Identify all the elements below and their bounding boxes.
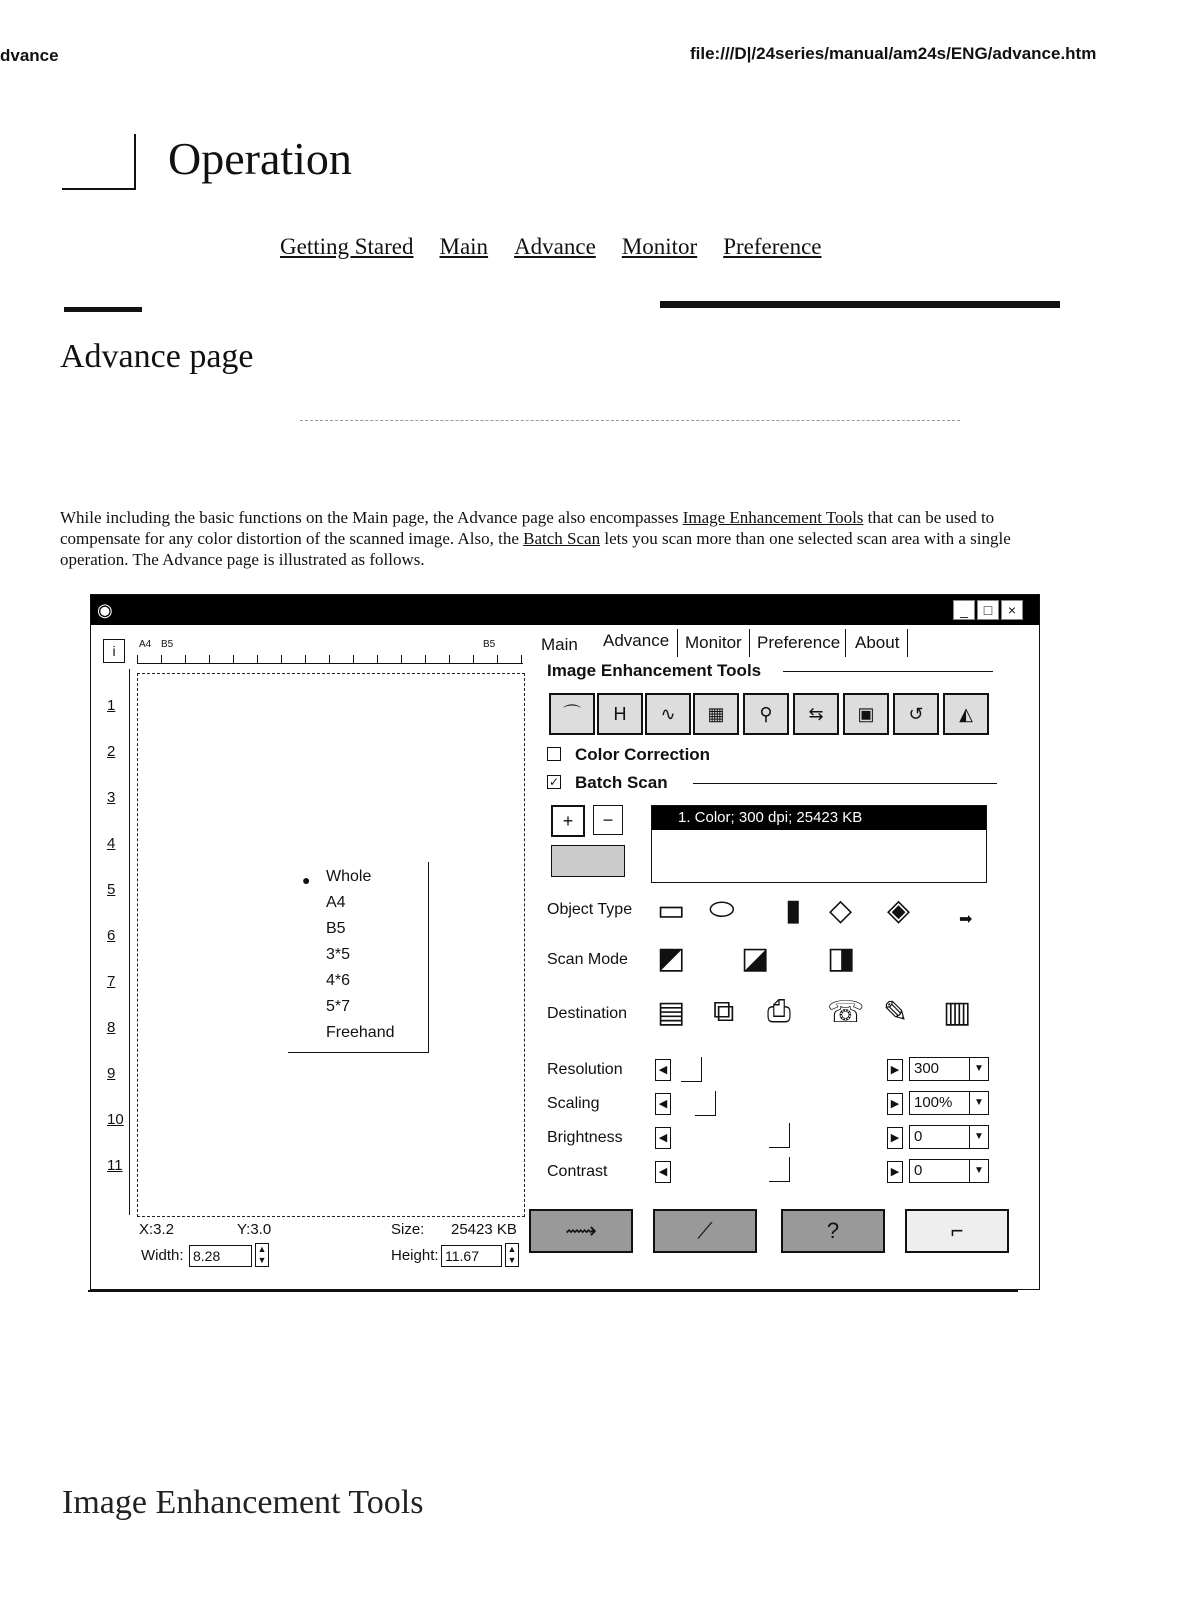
tab-preference[interactable]: Preference (757, 633, 841, 652)
contrast-label: Contrast (547, 1163, 608, 1180)
brightness-right-arrow-icon[interactable]: ▶ (887, 1127, 903, 1149)
minimize-button[interactable]: _ (953, 600, 975, 620)
contrast-select[interactable] (909, 1159, 989, 1183)
menu-item-freehand[interactable]: Freehand (326, 1024, 395, 1041)
contrast-right-arrow-icon[interactable]: ▶ (887, 1161, 903, 1183)
top-nav (280, 234, 848, 260)
link-image-enhancement-tools[interactable]: Image Enhancement Tools (682, 508, 864, 527)
ruler-number: 5 (107, 881, 116, 898)
close-button[interactable]: × (1001, 600, 1023, 620)
window-bottom-rule (88, 1290, 1018, 1292)
scaling-left-arrow-icon[interactable]: ◀ (655, 1093, 671, 1115)
width-spinner[interactable]: ▲ ▼ (255, 1243, 269, 1267)
scaling-value: 100% (914, 1094, 953, 1111)
scaling-label: Scaling (547, 1095, 600, 1112)
title-bar (91, 595, 1039, 625)
rotate-tool-icon[interactable]: ⇆ (793, 693, 839, 735)
top-ruler-ticks (137, 655, 523, 663)
contrast-left-arrow-icon[interactable]: ◀ (655, 1161, 671, 1183)
ruler-number: 11 (107, 1157, 123, 1174)
tab-separator (907, 629, 908, 657)
resolution-select[interactable] (909, 1057, 989, 1081)
image-enhancement-heading: Image Enhancement Tools (62, 1484, 424, 1521)
image-enhancement-title: Image Enhancement Tools (547, 661, 762, 680)
printer-destination-icon[interactable]: ⎙ (767, 995, 791, 1028)
size-label: Size: (391, 1221, 425, 1238)
ruler-label-a4: A4 (139, 639, 152, 650)
scaling-select[interactable] (909, 1091, 989, 1115)
ruler-number: 10 (107, 1111, 124, 1128)
nav-link-preference[interactable]: Preference (723, 234, 822, 259)
hsv-tool-icon[interactable]: H (597, 693, 643, 735)
color-correction-checkbox[interactable] (547, 747, 561, 761)
info-button[interactable]: i (103, 639, 125, 663)
ruler-label-b5-right: B5 (483, 639, 496, 650)
header-left-text: dvance (0, 46, 59, 65)
intro-text-1: While including the basic functions on the Main page, the Advance page also encompasses (60, 508, 683, 527)
intro-text-2: that can be used to compensate for any color distortion of the scanned image. Also, the (60, 508, 995, 548)
contrast-slider-thumb[interactable] (769, 1157, 790, 1182)
ruler-number: 4 (107, 835, 116, 852)
color-correction-label: Color Correction (575, 745, 711, 764)
batch-list-item[interactable]: 1. Color; 300 dpi; 25423 KB (652, 806, 986, 830)
x-coordinate: X:3.2 (139, 1221, 175, 1238)
chevron-down-icon[interactable]: ▼ (969, 1126, 988, 1148)
preview-button[interactable]: ⟋ (653, 1209, 757, 1253)
tab-separator (749, 629, 750, 657)
ruler-number: 6 (107, 927, 116, 944)
y-coordinate: Y:3.0 (237, 1221, 272, 1238)
app-icon: ◉ (97, 600, 113, 620)
help-button[interactable]: ? (781, 1209, 885, 1253)
height-spinner[interactable]: ▲ ▼ (505, 1243, 519, 1267)
scan-button[interactable]: ⟿ (529, 1209, 633, 1253)
scaling-slider-thumb[interactable] (695, 1091, 716, 1116)
brightness-slider-thumb[interactable] (769, 1123, 790, 1148)
resolution-right-arrow-icon[interactable]: ▶ (887, 1059, 903, 1081)
mirror-tool-icon[interactable]: ◭ (943, 693, 989, 735)
photo-object-icon[interactable]: ▭ (657, 894, 686, 927)
contrast-value: 0 (914, 1162, 923, 1179)
card-object-icon[interactable]: ◈ (887, 894, 911, 927)
left-ruler (105, 669, 130, 1215)
batch-scan-checkbox[interactable]: ✓ (548, 775, 560, 789)
tab-main[interactable]: Main (541, 635, 578, 654)
nav-link-main[interactable]: Main (439, 234, 489, 259)
brightness-select[interactable] (909, 1125, 989, 1149)
width-field[interactable]: 8.28 (189, 1245, 252, 1267)
intro-text-3: lets you scan more than one selected scan area with a single operation. The Advance page is illustrated as follows. (60, 529, 1011, 569)
page-heading: Advance page (60, 338, 254, 375)
tab-monitor[interactable]: Monitor (685, 633, 742, 652)
height-label: Height: (391, 1247, 439, 1264)
ruler-number: 3 (107, 789, 116, 806)
section-title: Operation (168, 133, 352, 184)
ruler-number: 8 (107, 1019, 116, 1036)
link-batch-scan[interactable]: Batch Scan (523, 529, 601, 548)
bw-mode-icon[interactable]: ◨ (827, 942, 856, 975)
scaling-right-arrow-icon[interactable]: ▶ (887, 1093, 903, 1115)
scan-size-menu (288, 862, 429, 1053)
menu-item-whole[interactable]: Whole (326, 868, 372, 885)
section-bracket (62, 134, 136, 190)
preview-area[interactable] (137, 673, 525, 1217)
menu-item-a4[interactable]: A4 (326, 894, 346, 911)
tab-advance[interactable]: Advance (603, 631, 670, 650)
ocr-destination-icon[interactable]: ✎ (883, 996, 909, 1029)
book-object-icon[interactable]: ◇ (829, 894, 853, 927)
resolution-label: Resolution (547, 1061, 623, 1078)
color-mode-icon[interactable]: ◩ (657, 942, 686, 975)
nav-link-getting-started[interactable]: Getting Stared (280, 234, 414, 259)
tab-separator (845, 629, 846, 657)
exit-button[interactable]: ⌐ (905, 1209, 1009, 1253)
menu-item-b5[interactable]: B5 (326, 920, 346, 937)
brightness-value: 0 (914, 1128, 923, 1145)
more-arrow-icon[interactable]: ➡ (959, 911, 973, 928)
heading-divider (300, 420, 960, 421)
save-tool-icon[interactable]: ▣ (843, 693, 889, 735)
film-object-icon[interactable]: ⬭ (709, 893, 735, 926)
file-destination-icon[interactable]: ▥ (943, 996, 972, 1029)
chevron-down-icon[interactable]: ▼ (969, 1058, 988, 1080)
copy-destination-icon[interactable]: ⧉ (713, 995, 735, 1028)
monitor-destination-icon[interactable]: ▤ (657, 996, 686, 1029)
batch-action-button[interactable] (551, 845, 625, 877)
gray-mode-icon[interactable]: ◪ (741, 942, 770, 975)
ruler-label-b5: B5 (161, 639, 174, 650)
fax-destination-icon[interactable]: ☏ (827, 996, 865, 1029)
scanner-window (90, 594, 1040, 1290)
brightness-label: Brightness (547, 1129, 623, 1146)
object-type-label: Object Type (547, 901, 633, 918)
scan-mode-label: Scan Mode (547, 951, 628, 968)
remove-scan-button[interactable]: − (593, 805, 623, 835)
header-url: file:///D|/24series/manual/am24s/ENG/advance.htm (690, 44, 1097, 63)
resolution-slider-thumb[interactable] (681, 1057, 702, 1082)
ruler-number: 7 (107, 973, 116, 990)
destination-label: Destination (547, 1005, 628, 1022)
batch-scan-label: Batch Scan (575, 773, 668, 792)
zoom-tool-icon[interactable]: ⚲ (743, 693, 789, 735)
menu-item-4x6[interactable]: 4*6 (326, 972, 351, 989)
maximize-button[interactable]: □ (977, 600, 999, 620)
slide-object-icon[interactable]: ▮ (785, 894, 802, 927)
curve-tool-icon[interactable]: ⌒ (549, 693, 595, 735)
top-ruler (137, 639, 523, 664)
brightness-left-arrow-icon[interactable]: ◀ (655, 1127, 671, 1149)
menu-item-5x7[interactable]: 5*7 (326, 998, 351, 1015)
width-label: Width: (141, 1247, 184, 1264)
ruler-number: 2 (107, 743, 116, 760)
tab-about[interactable]: About (855, 633, 900, 652)
selected-bullet-icon: ● (302, 872, 311, 888)
reset-tool-icon[interactable]: ↺ (893, 693, 939, 735)
resolution-left-arrow-icon[interactable]: ◀ (655, 1059, 671, 1081)
divider-left (64, 307, 142, 312)
chevron-down-icon[interactable]: ▼ (969, 1092, 988, 1114)
group-rule (783, 671, 993, 672)
nav-link-monitor[interactable]: Monitor (621, 234, 698, 259)
group-rule (693, 783, 997, 784)
menu-item-3x5[interactable]: 3*5 (326, 946, 351, 963)
color-balance-tool-icon[interactable]: ▦ (693, 693, 739, 735)
height-field[interactable]: 11.67 (441, 1245, 502, 1267)
intro-paragraph (60, 507, 1060, 570)
ruler-number: 9 (107, 1065, 116, 1082)
chevron-down-icon[interactable]: ▼ (969, 1160, 988, 1182)
tab-separator (677, 629, 678, 657)
histogram-tool-icon[interactable]: ∿ (645, 693, 691, 735)
resolution-value: 300 (914, 1060, 940, 1077)
add-scan-button[interactable]: + (551, 805, 585, 837)
batch-list[interactable] (651, 805, 987, 883)
size-value: 25423 KB (451, 1221, 517, 1238)
nav-link-advance[interactable]: Advance (514, 234, 596, 259)
ruler-number: 1 (107, 697, 116, 714)
divider-right (660, 301, 1060, 308)
